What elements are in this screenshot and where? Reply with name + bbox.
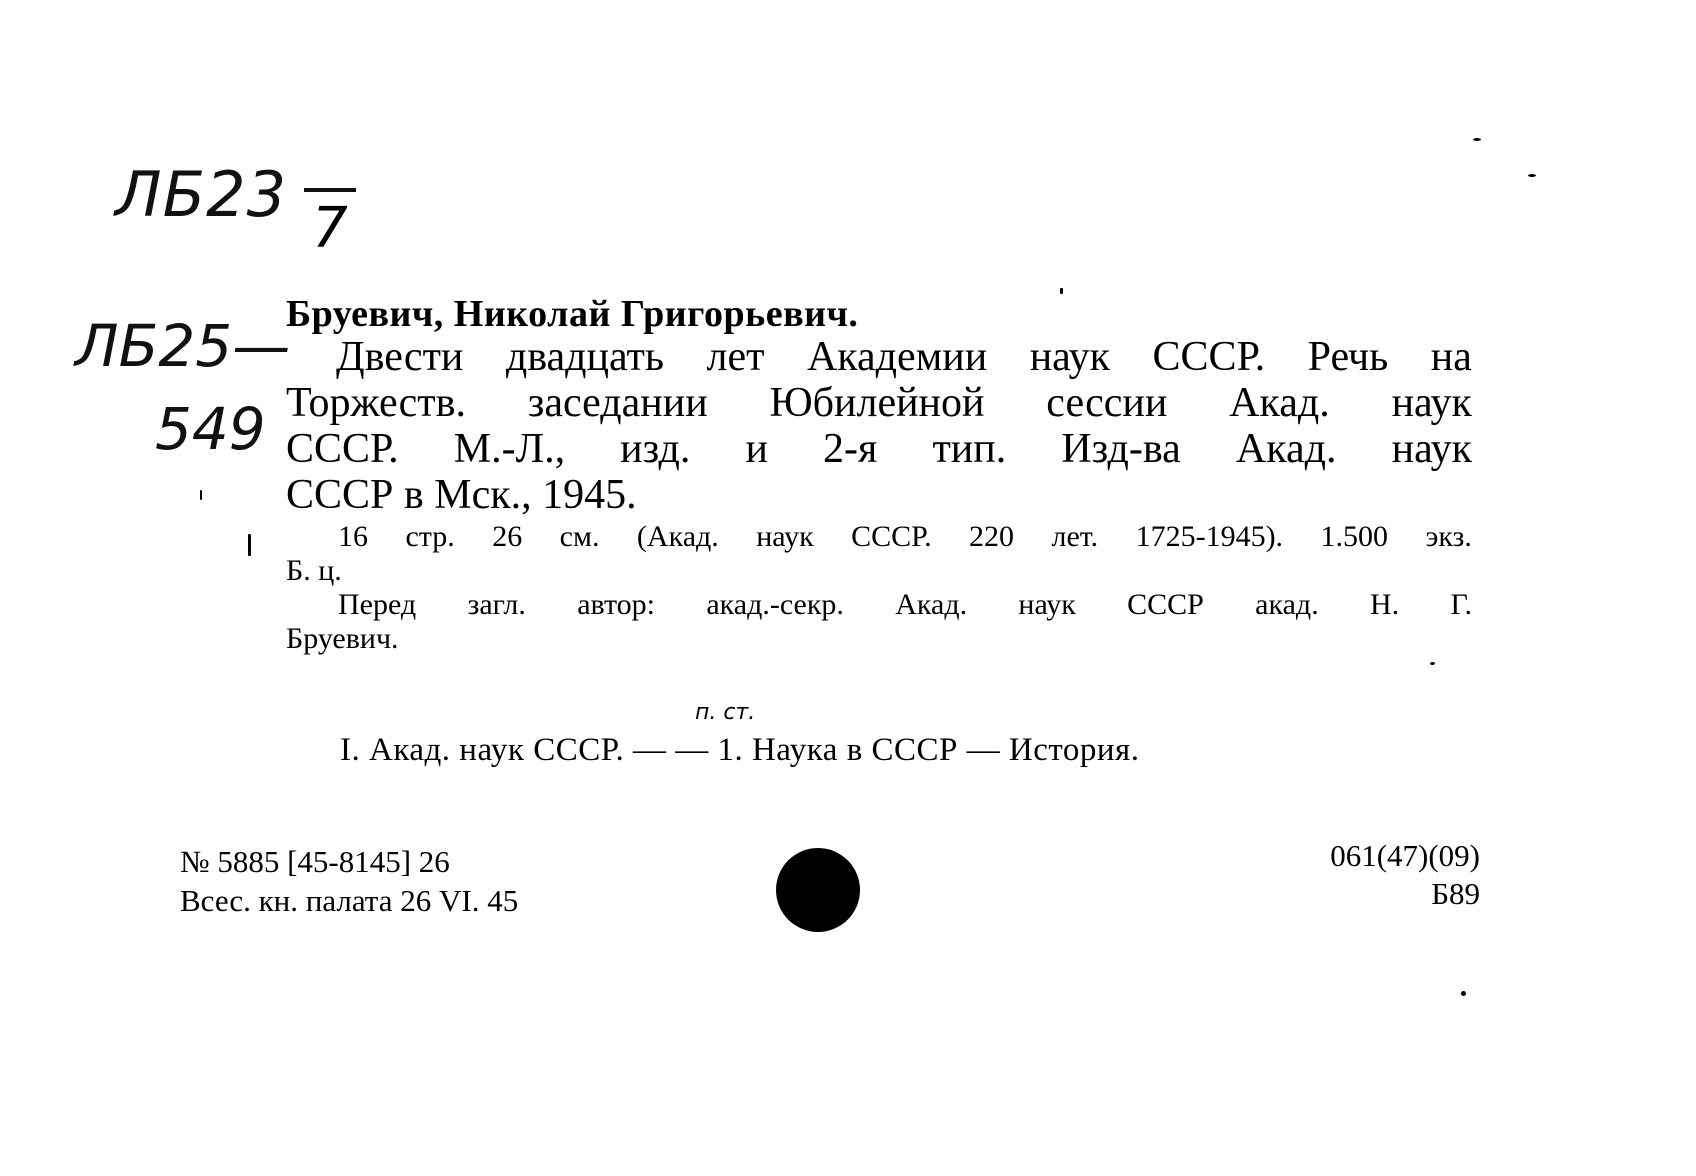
collation-and-notes	[286, 520, 1472, 656]
word: Изд-ва	[1061, 426, 1181, 472]
price-text: Б. ц.	[286, 554, 342, 587]
book-chamber-imprint: Всес. кн. палата 26 VI. 45	[180, 883, 519, 918]
ink-speck	[1473, 138, 1481, 141]
title-line	[286, 380, 1472, 426]
word: наук	[1029, 334, 1111, 380]
word: Акад.	[895, 588, 968, 621]
shelf-mark-secondary-line1: ЛБ25—	[75, 312, 291, 380]
word: М.-Л.,	[453, 426, 566, 472]
card-punch-hole	[776, 848, 860, 932]
collation-line	[286, 520, 1472, 554]
word: 2-я	[823, 426, 878, 472]
word: акад.-секр.	[706, 588, 844, 621]
word: 1.500	[1320, 520, 1389, 553]
ink-speck	[1528, 174, 1536, 177]
word: загл.	[467, 588, 526, 621]
title-line	[286, 472, 1472, 518]
imprint-text: СССР в Мск., 1945.	[286, 472, 637, 518]
word: изд.	[620, 426, 691, 472]
word: наук	[1018, 588, 1076, 621]
word: на	[1430, 334, 1472, 380]
ink-speck	[1430, 662, 1435, 665]
word: наук	[1391, 380, 1472, 426]
author-heading: Бруевич, Николай Григорьевич.	[286, 293, 859, 335]
word: Перед	[338, 588, 417, 621]
author-mark: Б89	[1431, 876, 1480, 911]
word: Акад.	[1229, 380, 1330, 426]
card-number: № 5885 [45-8145] 26	[180, 844, 450, 879]
ink-speck	[248, 534, 251, 556]
word: наук	[756, 520, 814, 553]
fraction-bar	[304, 188, 356, 192]
word: стр.	[405, 520, 455, 553]
word: сессии	[1046, 380, 1168, 426]
word: автор:	[577, 588, 656, 621]
word: СССР	[1127, 588, 1204, 621]
word: 1725-1945).	[1135, 520, 1284, 553]
word: 16	[338, 520, 368, 553]
word: и	[745, 426, 768, 472]
word: Н.	[1370, 588, 1400, 621]
word: СССР.	[1152, 334, 1266, 380]
shelf-mark-secondary-line2: 549	[155, 395, 266, 463]
word: лет.	[1051, 520, 1099, 553]
word: лет	[706, 334, 765, 380]
ink-speck	[1060, 288, 1063, 294]
ink-speck	[1461, 991, 1466, 996]
ink-speck	[200, 490, 202, 500]
note-line	[286, 622, 1472, 656]
word: 26	[492, 520, 523, 553]
word: акад.	[1255, 588, 1319, 621]
word: 220	[969, 520, 1015, 553]
word: Акад.	[1235, 426, 1337, 472]
word: Торжеств.	[286, 380, 466, 426]
word: (Акад.	[636, 520, 719, 553]
word: Двести	[336, 334, 464, 380]
word: тип.	[932, 426, 1007, 472]
word: экз.	[1425, 520, 1472, 553]
word: наук	[1391, 426, 1472, 472]
collation-line	[286, 554, 1472, 588]
title-line	[286, 334, 1472, 380]
subject-tracing: I. Акад. наук СССР. — — 1. Наука в СССР — История.	[340, 732, 1140, 768]
word: СССР.	[286, 426, 399, 472]
word: Академии	[806, 334, 988, 380]
note-text: Бруевич.	[286, 622, 399, 655]
word: Юбилейной	[769, 380, 985, 426]
shelf-mark-primary: ЛБ23	[115, 158, 288, 231]
shelf-mark-fraction	[300, 180, 360, 261]
handwritten-tracing-note: п. ст.	[695, 700, 756, 725]
title-statement	[286, 334, 1472, 518]
note-line	[286, 588, 1472, 622]
word: СССР.	[851, 520, 932, 553]
word: Речь	[1307, 334, 1389, 380]
word: двадцать	[505, 334, 665, 380]
word: заседании	[527, 380, 708, 426]
word: см.	[559, 520, 600, 553]
title-line	[286, 426, 1472, 472]
classification-number: 061(47)(09)	[1330, 838, 1480, 873]
word: Г.	[1450, 588, 1472, 621]
shelf-mark-fraction-number: 7	[312, 196, 348, 261]
